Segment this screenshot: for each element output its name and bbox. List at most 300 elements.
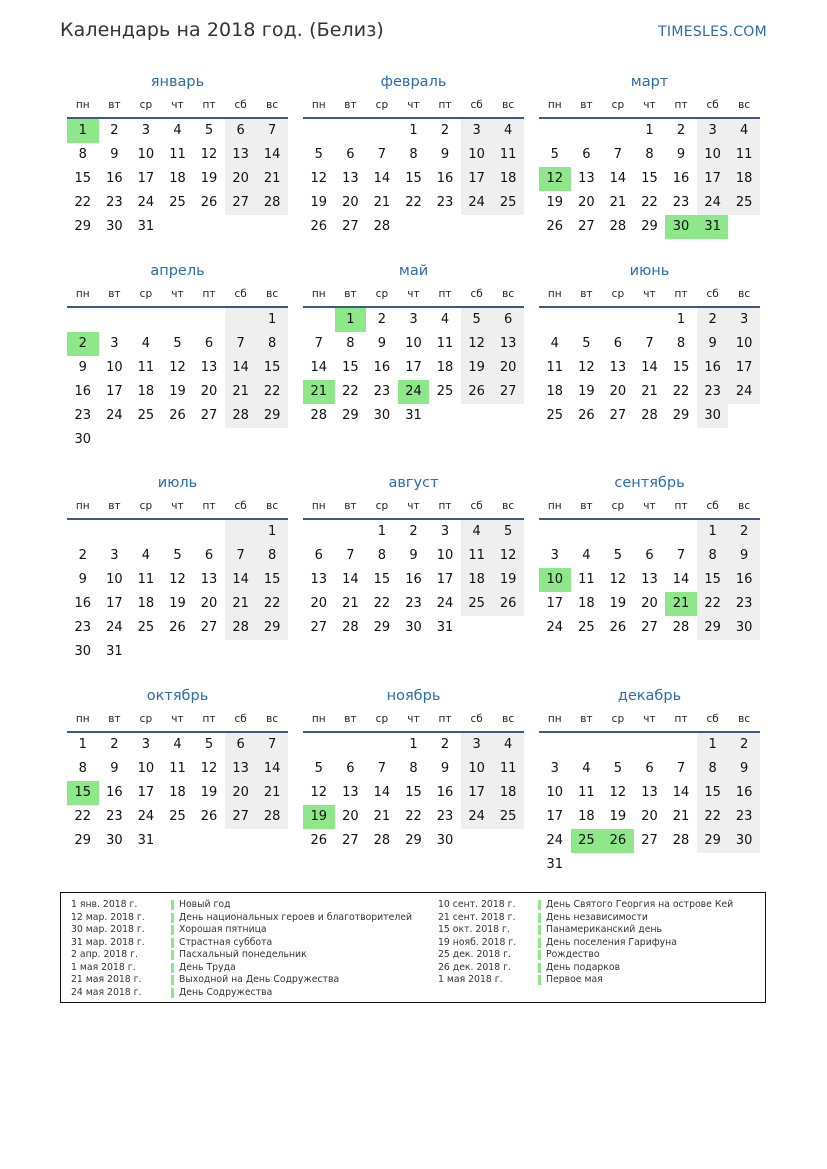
empty-cell [665, 733, 697, 757]
weekday-header [303, 708, 524, 733]
holiday-marker [171, 900, 174, 910]
week-row [539, 143, 760, 167]
day-cell: 11 [546, 360, 564, 375]
week-row [303, 308, 524, 332]
day-cell: 30 [74, 644, 92, 659]
day-cell: 24 [546, 833, 564, 848]
day-cell: 4 [550, 336, 559, 351]
legend-column-left [71, 899, 412, 999]
day-cell: 11 [461, 544, 493, 568]
month-5 [303, 259, 524, 428]
day-cell: 2 [377, 312, 387, 327]
month-3 [539, 70, 760, 239]
weekday-label: вт [108, 500, 121, 512]
week-row [67, 119, 288, 143]
day-cell: 20 [641, 596, 658, 611]
day-cell: 18 [728, 167, 760, 191]
legend-date: 12 мар. 2018 г. [71, 911, 145, 923]
day-cell: 22 [256, 380, 288, 404]
day-cell: 26 [200, 195, 218, 210]
day-cell: 6 [645, 548, 654, 563]
day-cell: 28 [672, 620, 690, 635]
day-cell: 28 [256, 805, 288, 829]
month-title: июнь [629, 263, 670, 279]
empty-cell [162, 520, 194, 544]
week-row [539, 520, 760, 544]
month-10 [67, 684, 288, 853]
day-cell: 15 [672, 360, 690, 375]
day-cell: 17 [461, 167, 493, 191]
day-cell: 15 [342, 360, 359, 375]
day-cell: 25 [728, 191, 760, 215]
day-cell: 18 [546, 384, 564, 399]
holiday-day-cell: 31 [697, 215, 729, 239]
week-row [67, 829, 288, 853]
empty-cell [256, 640, 288, 664]
day-cell: 9 [728, 757, 760, 781]
day-cell: 22 [405, 195, 422, 210]
weekday-header [67, 94, 288, 119]
day-cell: 18 [169, 171, 186, 186]
empty-cell [571, 853, 603, 877]
day-cell: 29 [641, 219, 658, 234]
day-cell: 24 [106, 408, 123, 423]
empty-cell [225, 640, 257, 664]
weekday-label: пт [202, 713, 216, 725]
day-cell: 31 [405, 408, 422, 423]
day-cell: 31 [137, 833, 155, 848]
empty-cell [193, 640, 225, 664]
legend-row [438, 937, 733, 950]
day-cell: 8 [697, 757, 729, 781]
holiday-marker [171, 963, 174, 973]
weekday-label: ср [375, 99, 389, 111]
week-row [303, 829, 524, 853]
week-row [303, 332, 524, 356]
empty-cell [492, 829, 524, 853]
day-cell: 19 [492, 568, 524, 592]
day-cell: 21 [342, 596, 359, 611]
day-cell: 9 [377, 336, 387, 351]
day-cell: 15 [405, 171, 422, 186]
weekday-label: пн [75, 713, 90, 725]
weekday-label: вс [502, 99, 515, 111]
weekday-header [303, 94, 524, 119]
day-cell: 18 [578, 596, 595, 611]
legend-row [71, 924, 412, 937]
holiday-marker [171, 988, 174, 998]
legend-holiday-name: День Труда [179, 961, 236, 973]
holiday-marker [538, 913, 541, 923]
week-row [539, 757, 760, 781]
week-row [67, 733, 288, 757]
legend-holiday-name: День поселения Гарифуна [546, 936, 677, 948]
day-cell: 25 [169, 195, 186, 210]
empty-cell [130, 640, 162, 664]
legend-row [438, 962, 733, 975]
weekday-label: вт [108, 99, 121, 111]
week-row [67, 544, 288, 568]
day-cell: 5 [173, 548, 182, 563]
day-cell: 17 [546, 596, 564, 611]
month-title: август [388, 475, 439, 491]
empty-cell [602, 119, 634, 143]
month-title: февраль [380, 74, 447, 90]
day-cell: 27 [200, 408, 218, 423]
day-cell: 21 [609, 195, 627, 210]
day-cell: 17 [461, 781, 493, 805]
weekday-label: сб [470, 288, 483, 300]
day-cell: 6 [645, 761, 654, 776]
day-cell: 27 [342, 219, 359, 234]
day-cell: 22 [641, 195, 658, 210]
day-cell: 18 [436, 360, 454, 375]
weekday-label: вт [580, 500, 593, 512]
day-cell: 4 [173, 123, 182, 138]
weekday-label: ср [611, 288, 625, 300]
day-cell: 5 [613, 548, 623, 563]
week-row [303, 520, 524, 544]
weekday-label: чт [407, 99, 420, 111]
week-row [539, 332, 760, 356]
day-cell: 15 [373, 572, 391, 587]
holiday-day-cell: 10 [539, 568, 571, 592]
holiday-marker [538, 938, 541, 948]
weekday-label: пн [75, 99, 90, 111]
day-cell: 9 [78, 572, 87, 587]
month-title: декабрь [617, 688, 682, 704]
day-cell: 26 [310, 219, 328, 234]
month-title: апрель [150, 263, 205, 279]
day-cell: 4 [461, 520, 493, 544]
day-cell: 12 [169, 360, 186, 375]
day-cell: 5 [204, 123, 214, 138]
empty-cell [256, 215, 288, 239]
legend-date: 30 мар. 2018 г. [71, 924, 145, 935]
day-cell: 13 [225, 143, 257, 167]
week-row [539, 215, 760, 239]
weekday-label: чт [407, 500, 420, 512]
holiday-day-cell: 21 [303, 380, 335, 404]
day-cell: 10 [461, 143, 493, 167]
day-cell: 16 [74, 384, 92, 399]
legend-row [71, 899, 412, 912]
day-cell: 2 [78, 548, 87, 563]
week-row [539, 616, 760, 640]
day-cell: 11 [169, 147, 186, 162]
empty-cell [602, 853, 634, 877]
day-cell: 4 [492, 119, 524, 143]
day-cell: 26 [169, 408, 186, 423]
empty-cell [492, 404, 524, 428]
day-cell: 7 [225, 544, 257, 568]
day-cell: 10 [106, 360, 123, 375]
day-cell: 1 [256, 308, 288, 332]
day-cell: 24 [461, 805, 493, 829]
legend-holiday-name: Выходной на День Содружества [179, 974, 340, 985]
legend-row [71, 987, 412, 1000]
day-cell: 23 [436, 195, 454, 210]
day-cell: 12 [609, 572, 627, 587]
week-row [303, 733, 524, 757]
day-cell: 6 [346, 761, 355, 776]
day-cell: 6 [492, 308, 524, 332]
month-4 [67, 259, 288, 452]
month-title: январь [150, 74, 205, 90]
day-cell: 6 [225, 733, 257, 757]
empty-cell [303, 308, 335, 332]
week-row [303, 356, 524, 380]
month-title: март [630, 74, 669, 90]
weekday-label: чт [171, 713, 184, 725]
weekday-label: сб [706, 500, 719, 512]
day-cell: 25 [169, 809, 186, 824]
day-cell: 1 [409, 123, 418, 138]
empty-cell [162, 215, 194, 239]
week-row [303, 544, 524, 568]
day-cell: 28 [373, 833, 391, 848]
empty-cell [193, 428, 225, 452]
weekday-label: вт [580, 713, 593, 725]
empty-cell [539, 308, 571, 332]
empty-cell [67, 520, 99, 544]
day-cell: 24 [106, 620, 123, 635]
day-cell: 14 [672, 785, 690, 800]
day-cell: 17 [546, 809, 564, 824]
holiday-marker [171, 975, 174, 985]
day-cell: 6 [204, 336, 214, 351]
legend-date: 21 сент. 2018 г. [438, 911, 516, 923]
day-cell: 23 [728, 592, 760, 616]
holiday-marker [538, 950, 541, 960]
day-cell: 22 [74, 809, 92, 824]
empty-cell [602, 308, 634, 332]
empty-cell [665, 853, 697, 877]
empty-cell [634, 853, 666, 877]
day-cell: 6 [314, 548, 323, 563]
day-cell: 19 [310, 195, 328, 210]
day-cell: 30 [106, 219, 123, 234]
day-cell: 2 [110, 123, 119, 138]
day-cell: 8 [645, 147, 654, 162]
day-cell: 26 [169, 620, 186, 635]
day-cell: 1 [78, 737, 87, 752]
day-cell: 27 [609, 408, 627, 423]
week-row [67, 757, 288, 781]
weekday-label: сб [706, 99, 719, 111]
holiday-day-cell: 25 [571, 829, 603, 853]
empty-cell [429, 215, 461, 239]
day-cell: 10 [436, 548, 454, 563]
day-cell: 18 [137, 596, 155, 611]
day-cell: 7 [346, 548, 355, 563]
day-cell: 30 [728, 829, 760, 853]
weekday-label: пн [547, 99, 562, 111]
day-cell: 26 [492, 592, 524, 616]
day-cell: 19 [461, 356, 493, 380]
day-cell: 17 [106, 596, 123, 611]
weekday-label: вс [266, 99, 279, 111]
day-cell: 4 [582, 548, 591, 563]
day-cell: 7 [676, 548, 686, 563]
day-cell: 13 [342, 171, 359, 186]
day-cell: 27 [310, 620, 328, 635]
day-cell: 20 [200, 384, 218, 399]
weekday-label: чт [643, 713, 656, 725]
empty-cell [67, 308, 99, 332]
day-cell: 1 [377, 524, 387, 539]
day-cell: 17 [436, 572, 454, 587]
day-cell: 31 [546, 857, 564, 872]
day-cell: 9 [110, 147, 119, 162]
week-row [67, 520, 288, 544]
weekday-header [539, 495, 760, 520]
weekday-label: чт [643, 288, 656, 300]
day-cell: 12 [169, 572, 186, 587]
week-row [303, 191, 524, 215]
weekday-label: пт [674, 288, 688, 300]
day-cell: 16 [697, 356, 729, 380]
day-cell: 30 [74, 432, 92, 447]
day-cell: 14 [225, 356, 257, 380]
weekday-label: чт [407, 713, 420, 725]
empty-cell [665, 520, 697, 544]
day-cell: 30 [697, 404, 729, 428]
day-cell: 29 [672, 408, 690, 423]
empty-cell [539, 119, 571, 143]
weekday-label: пт [674, 500, 688, 512]
day-cell: 3 [110, 548, 119, 563]
legend-date: 26 дек. 2018 г. [438, 961, 511, 973]
holiday-marker [171, 938, 174, 948]
empty-cell [225, 520, 257, 544]
day-cell: 3 [440, 524, 450, 539]
holiday-day-cell: 2 [67, 332, 99, 356]
weekday-header [539, 708, 760, 733]
week-row [303, 592, 524, 616]
day-cell: 14 [373, 785, 391, 800]
empty-cell [335, 520, 367, 544]
weekday-header [303, 495, 524, 520]
holiday-day-cell: 30 [665, 215, 697, 239]
empty-cell [130, 520, 162, 544]
week-row [303, 215, 524, 239]
day-cell: 16 [405, 572, 422, 587]
day-cell: 10 [728, 332, 760, 356]
day-cell: 15 [697, 568, 729, 592]
day-cell: 19 [578, 384, 595, 399]
week-row [67, 332, 288, 356]
week-row [539, 404, 760, 428]
empty-cell [461, 616, 493, 640]
day-cell: 27 [492, 380, 524, 404]
legend-holiday-name: День национальных героев и благотворителей [179, 911, 413, 923]
day-cell: 3 [697, 119, 729, 143]
day-cell: 18 [492, 167, 524, 191]
day-cell: 23 [697, 380, 729, 404]
day-cell: 13 [492, 332, 524, 356]
day-cell: 8 [697, 544, 729, 568]
day-cell: 8 [409, 147, 418, 162]
day-cell: 14 [256, 143, 288, 167]
month-2 [303, 70, 524, 239]
day-cell: 28 [256, 191, 288, 215]
week-row [539, 380, 760, 404]
day-cell: 20 [492, 356, 524, 380]
legend-date: 1 мая 2018 г. [438, 974, 503, 985]
day-cell: 27 [225, 191, 257, 215]
day-cell: 28 [342, 620, 359, 635]
legend-column-right [438, 899, 733, 987]
weekday-label: вс [502, 288, 515, 300]
week-row [303, 380, 524, 404]
weekday-label: пн [547, 500, 562, 512]
day-cell: 12 [461, 332, 493, 356]
day-cell: 4 [141, 336, 151, 351]
holiday-day-cell: 12 [539, 167, 571, 191]
weekday-label: вт [580, 288, 593, 300]
day-cell: 3 [461, 733, 493, 757]
day-cell: 9 [409, 548, 418, 563]
day-cell: 28 [310, 408, 328, 423]
day-cell: 30 [373, 408, 391, 423]
day-cell: 1 [409, 737, 418, 752]
day-cell: 3 [550, 548, 559, 563]
day-cell: 17 [137, 171, 155, 186]
legend-holiday-name: День Святого Георгия на острове Кей [546, 899, 734, 910]
weekday-label: пт [202, 288, 216, 300]
week-row [303, 568, 524, 592]
legend-holiday-name: Рождество [546, 949, 600, 960]
day-cell: 3 [728, 308, 760, 332]
day-cell: 9 [110, 761, 119, 776]
week-row [67, 568, 288, 592]
holiday-day-cell: 1 [67, 119, 99, 143]
empty-cell [256, 829, 288, 853]
week-row [539, 356, 760, 380]
empty-cell [130, 428, 162, 452]
legend-holiday-name: Панамериканский день [546, 924, 663, 935]
day-cell: 13 [200, 572, 218, 587]
day-cell: 31 [137, 219, 155, 234]
week-row [539, 119, 760, 143]
week-row [67, 428, 288, 452]
day-cell: 15 [641, 171, 658, 186]
day-cell: 6 [204, 548, 214, 563]
week-row [539, 781, 760, 805]
day-cell: 14 [373, 171, 391, 186]
weekday-label: вт [108, 713, 121, 725]
day-cell: 13 [200, 360, 218, 375]
week-row [67, 191, 288, 215]
day-cell: 22 [405, 809, 422, 824]
legend-date: 25 дек. 2018 г. [438, 949, 511, 960]
day-cell: 30 [405, 620, 422, 635]
legend-holiday-name: День Содружества [179, 986, 273, 998]
empty-cell [303, 520, 335, 544]
day-cell: 16 [436, 171, 454, 186]
day-cell: 12 [310, 785, 328, 800]
week-row [539, 805, 760, 829]
month-1 [67, 70, 288, 239]
site-link[interactable]: TIMESLES.COM [658, 24, 767, 40]
day-cell: 5 [582, 336, 591, 351]
day-cell: 27 [641, 620, 658, 635]
legend-holiday-name: Первое мая [546, 974, 603, 985]
week-row [539, 308, 760, 332]
day-cell: 23 [436, 809, 454, 824]
day-cell: 31 [436, 620, 454, 635]
